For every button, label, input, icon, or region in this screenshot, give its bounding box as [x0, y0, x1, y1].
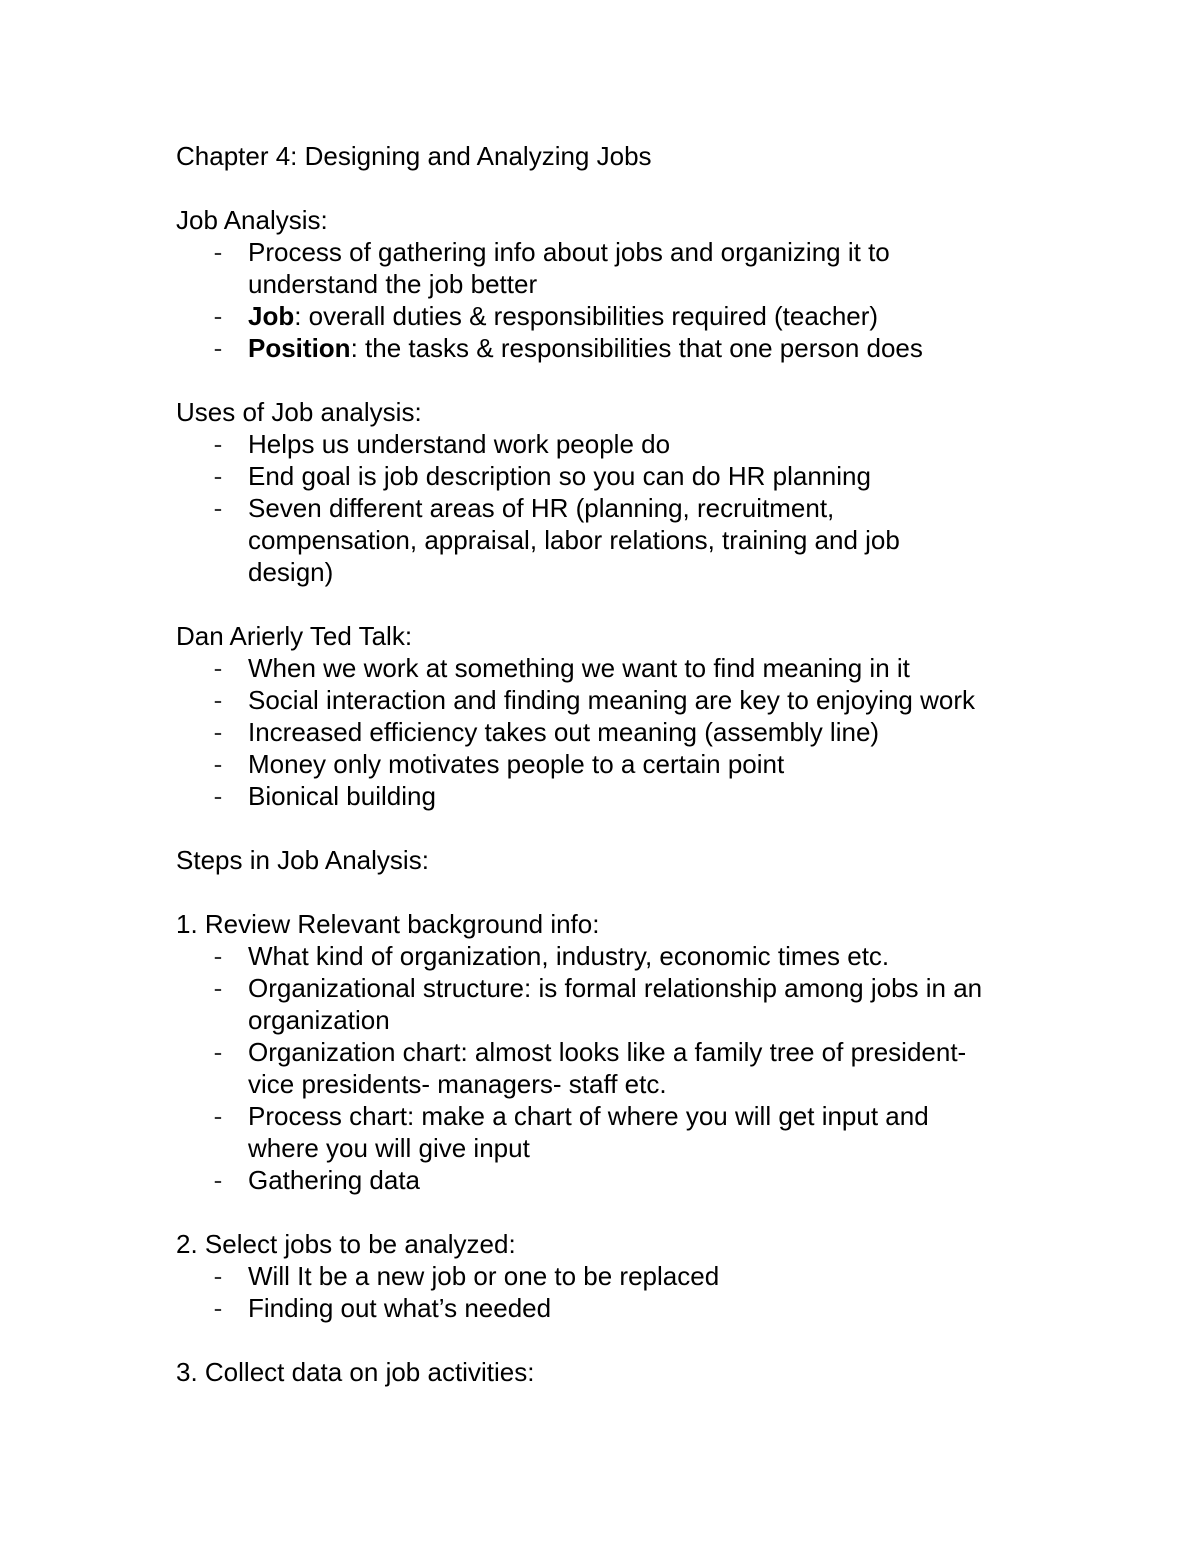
spacer	[176, 876, 1076, 908]
dash-bullet: -	[213, 717, 223, 747]
dash-bullet: -	[213, 973, 223, 1003]
list-item-text: Social interaction and finding meaning are key to enjoying work	[248, 685, 975, 715]
document-page	[176, 140, 1076, 1388]
list-item	[176, 972, 1076, 1036]
spacer	[176, 172, 1076, 204]
uses-list	[176, 428, 1076, 588]
dash-bullet: -	[213, 493, 223, 523]
list-item	[176, 1292, 1076, 1324]
dash-bullet: -	[213, 461, 223, 491]
section-heading-ted-talk: Dan Arierly Ted Talk:	[176, 621, 413, 651]
list-item	[176, 716, 1076, 748]
dash-bullet: -	[213, 781, 223, 811]
page-title: Chapter 4: Designing and Analyzing Jobs	[176, 141, 652, 171]
dash-bullet: -	[213, 685, 223, 715]
list-item	[176, 300, 1076, 332]
list-item-text: Gathering data	[248, 1165, 421, 1195]
dash-bullet: -	[213, 1037, 223, 1067]
list-item-text: Finding out what’s needed	[248, 1293, 552, 1323]
list-item-text: Organizational structure: is formal relationship among jobs in an organization	[248, 973, 983, 1035]
list-item-text: End goal is job description so you can do HR planning	[248, 461, 871, 491]
list-item	[176, 236, 1076, 300]
spacer	[176, 364, 1076, 396]
section-heading-steps: Steps in Job Analysis:	[176, 845, 429, 875]
dash-bullet: -	[213, 1101, 223, 1131]
list-item-text: What kind of organization, industry, economic times etc.	[248, 941, 890, 971]
list-item	[176, 1036, 1076, 1100]
dash-bullet: -	[213, 1293, 223, 1323]
section-heading-job-analysis: Job Analysis:	[176, 205, 328, 235]
list-item	[176, 1260, 1076, 1292]
list-item	[176, 460, 1076, 492]
spacer	[176, 812, 1076, 844]
term-job-definition: : overall duties & responsibilities required (teacher)	[294, 301, 879, 331]
dash-bullet: -	[213, 301, 223, 331]
step-1-heading: 1. Review Relevant background info:	[176, 909, 600, 939]
list-item-text: Process chart: make a chart of where you will get input and where you will give input	[248, 1101, 929, 1163]
list-item	[176, 1164, 1076, 1196]
list-item-text: Increased efficiency takes out meaning (assembly line)	[248, 717, 880, 747]
term-job: Job	[248, 301, 295, 331]
job-analysis-list	[176, 236, 1076, 364]
dash-bullet: -	[213, 1165, 223, 1195]
step-3-heading: 3. Collect data on job activities:	[176, 1357, 535, 1387]
ted-talk-list	[176, 652, 1076, 812]
section-heading-uses: Uses of Job analysis:	[176, 397, 422, 427]
list-item	[176, 332, 1076, 364]
list-item	[176, 428, 1076, 460]
list-item	[176, 1100, 1076, 1164]
dash-bullet: -	[213, 429, 223, 459]
term-position: Position	[248, 333, 351, 363]
list-item-text: When we work at something we want to find meaning in it	[248, 653, 910, 683]
list-item-text: Organization chart: almost looks like a family tree of president- vice presidents- managers- staff etc.	[248, 1037, 967, 1099]
dash-bullet: -	[213, 653, 223, 683]
list-item	[176, 940, 1076, 972]
step-2-list	[176, 1260, 1076, 1324]
dash-bullet: -	[213, 749, 223, 779]
spacer	[176, 1324, 1076, 1356]
step-2-heading: 2. Select jobs to be analyzed:	[176, 1229, 516, 1259]
step-1-list	[176, 940, 1076, 1196]
list-item-text: Helps us understand work people do	[248, 429, 671, 459]
dash-bullet: -	[213, 1261, 223, 1291]
spacer	[176, 588, 1076, 620]
list-item-text: Bionical building	[248, 781, 436, 811]
list-item	[176, 684, 1076, 716]
dash-bullet: -	[213, 941, 223, 971]
dash-bullet: -	[213, 237, 223, 267]
term-position-definition: : the tasks & responsibilities that one person does	[350, 333, 923, 363]
list-item-text: Money only motivates people to a certain point	[248, 749, 785, 779]
dash-bullet: -	[213, 333, 223, 363]
list-item-text: Process of gathering info about jobs and organizing it to understand the job better	[248, 237, 890, 299]
spacer	[176, 1196, 1076, 1228]
list-item	[176, 652, 1076, 684]
list-item	[176, 492, 1076, 588]
list-item-text: Seven different areas of HR (planning, recruitment, compensation, appraisal, labor relations, training and job design)	[248, 493, 900, 587]
list-item	[176, 748, 1076, 780]
list-item	[176, 780, 1076, 812]
list-item-text: Will It be a new job or one to be replaced	[248, 1261, 720, 1291]
